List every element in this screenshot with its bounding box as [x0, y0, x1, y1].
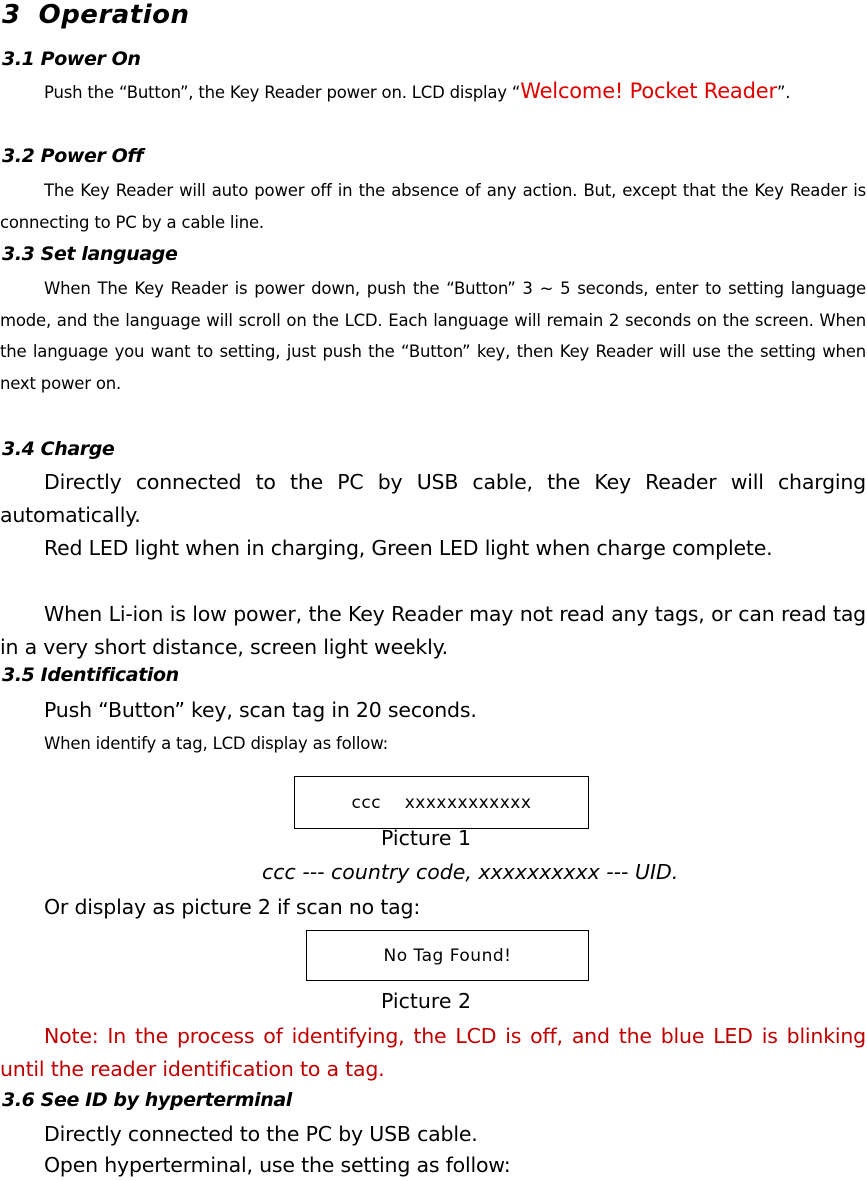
charge-paragraph-3: When Li-ion is low power, the Key Reader may not read any tags, or can read tag in a very short distance, screen light weekly.	[0, 602, 866, 659]
caption-picture-2: Picture 2	[381, 989, 472, 1013]
set-language-paragraph: When The Key Reader is power down, push the “Button” 3 ~ 5 seconds, enter to setting language mode, and the language will scroll on the LCD. Each language will remain 2 seconds on the screen. When the language you want to setting, just push the “Button” key, then Key Reader will use the setting when next power on.	[0, 279, 866, 393]
heading-hyperterminal: 3.6 See ID by hyperterminal	[2, 1089, 292, 1111]
lcd-display-picture-1	[294, 776, 589, 829]
hyperterminal-paragraph-2: Open hyperterminal, use the setting as follow:	[44, 1153, 511, 1177]
welcome-message: Welcome! Pocket Reader	[520, 79, 777, 103]
power-off-paragraph: The Key Reader will auto power off in the absence of any action. But, except that the Key Reader is connecting to PC by a cable line.	[0, 181, 866, 232]
lcd-legend: ccc --- country code, xxxxxxxxxx --- UID.	[262, 860, 679, 884]
power-on-paragraph	[0, 76, 866, 108]
lcd-text-tag: ccc xxxxxxxxxxxx	[351, 792, 532, 813]
section-heading	[2, 0, 190, 30]
identification-paragraph-2: When identify a tag, LCD display as follow:	[44, 734, 388, 753]
power-on-text-b: ”.	[776, 83, 791, 102]
hyperterminal-paragraph-1: Directly connected to the PC by USB cable.	[44, 1122, 478, 1146]
caption-picture-1: Picture 1	[381, 826, 472, 850]
lcd-display-picture-2	[306, 930, 589, 981]
lcd-text-no-tag: No Tag Found!	[383, 945, 512, 966]
heading-power-on: 3.1 Power On	[2, 48, 141, 70]
identification-note: Note: In the process of identifying, the LCD is off, and the blue LED is blinking until the reader identification to a tag.	[0, 1024, 866, 1081]
heading-power-off: 3.2 Power Off	[2, 145, 144, 167]
power-on-text-a: Push the “Button”, the Key Reader power on. LCD display “	[44, 83, 521, 102]
charge-paragraph-2: Red LED light when in charging, Green LED light when charge complete.	[44, 536, 773, 560]
section-title: Operation	[38, 0, 190, 30]
heading-identification: 3.5 Identification	[2, 664, 179, 686]
heading-set-language: 3.3 Set language	[2, 243, 178, 265]
identification-paragraph-1: Push “Button” key, scan tag in 20 seconds.	[44, 698, 477, 722]
charge-paragraph-1: Directly connected to the PC by USB cable, the Key Reader will charging automatically.	[0, 470, 866, 527]
heading-charge: 3.4 Charge	[2, 438, 115, 460]
section-number: 3	[2, 0, 21, 30]
identification-paragraph-3: Or display as picture 2 if scan no tag:	[44, 895, 421, 919]
